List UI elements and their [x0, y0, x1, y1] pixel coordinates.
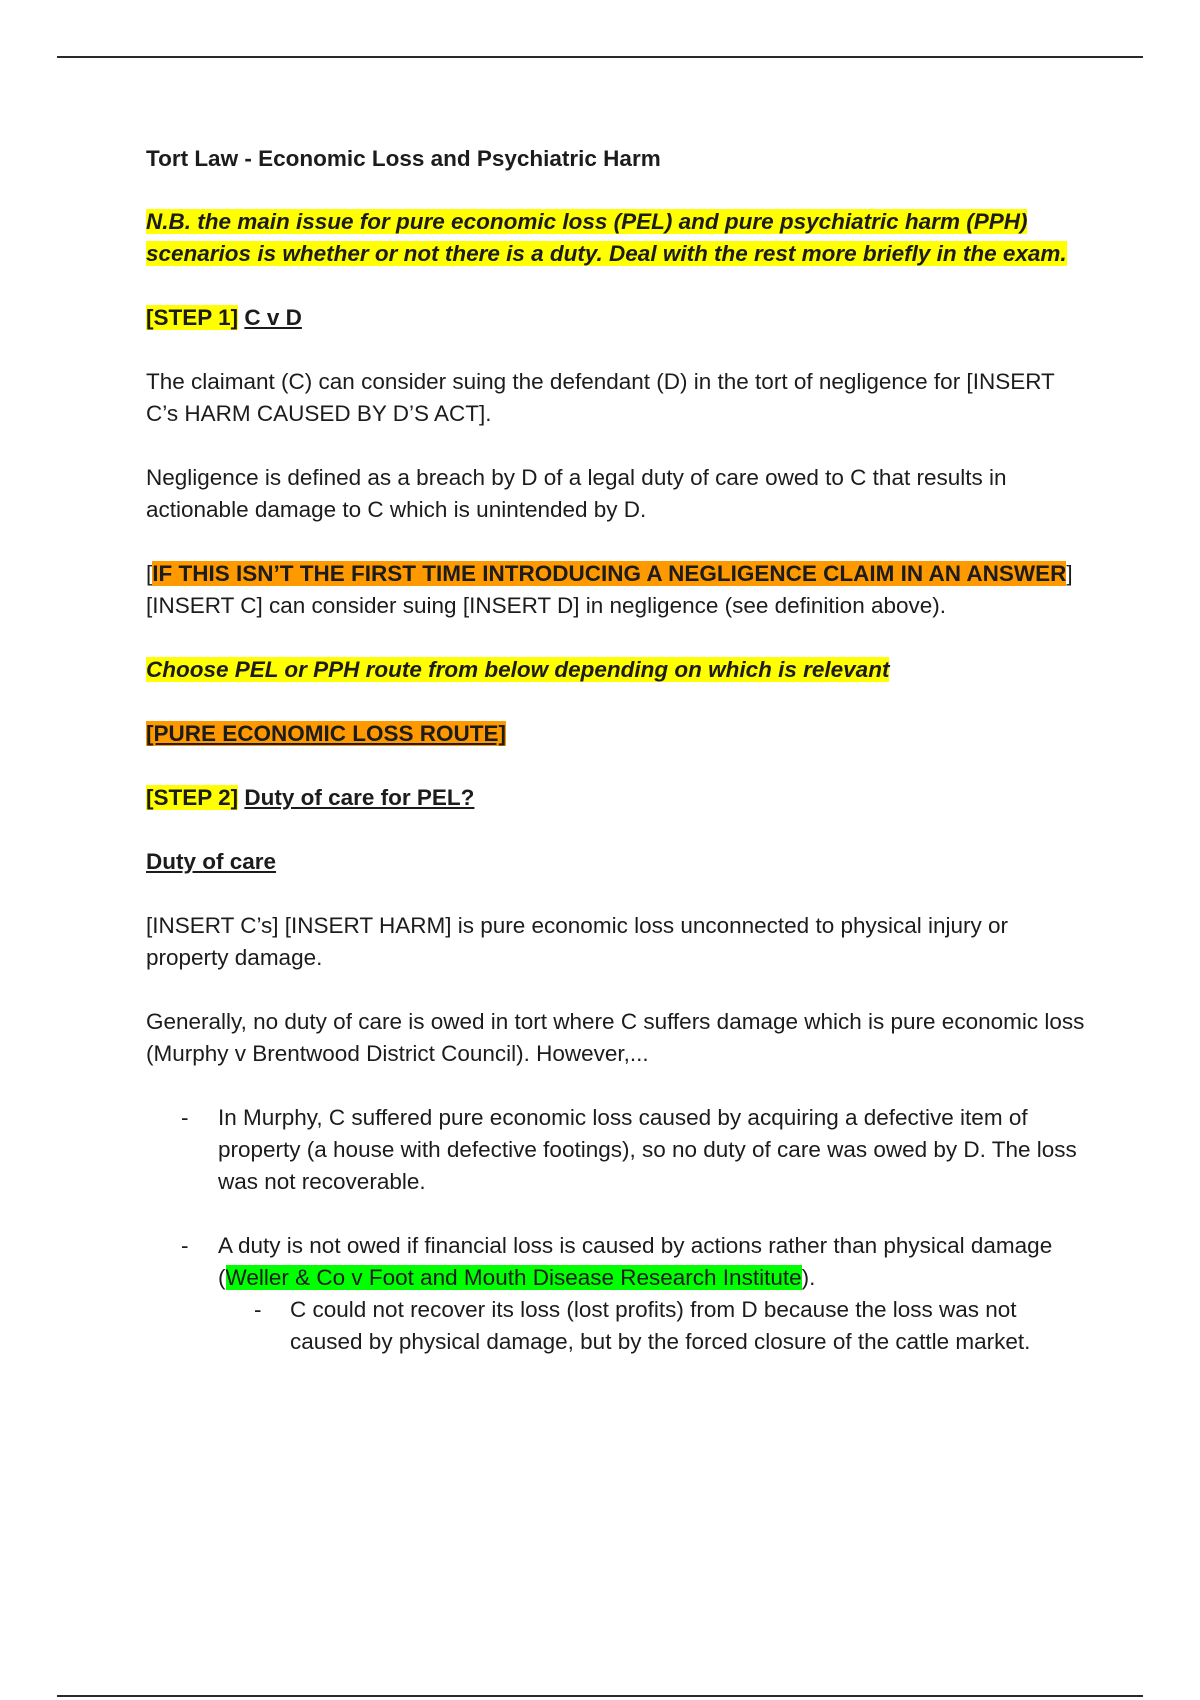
step1-heading [146, 302, 1086, 334]
generally-paragraph: Generally, no duty of care is owed in tort where C suffers damage which is pure economic loss (Murphy v Brentwood District Council). However,... [146, 1009, 1085, 1066]
claimant-paragraph: The claimant (C) can consider suing the defendant (D) in the tort of negligence for [INSERT C’s HARM CAUSED BY D’S ACT]. [146, 369, 1055, 426]
repeat-claim-paragraph [146, 558, 1086, 622]
choose-route-text: Choose PEL or PPH route from below depending on which is relevant [146, 657, 890, 682]
document-body [146, 143, 1086, 1358]
bullet-weller-post: ). [801, 1265, 816, 1290]
repeat-rest: ] [INSERT C] can consider suing [INSERT D] in negligence (see definition above). [146, 561, 1073, 618]
pel-route-heading [146, 718, 1086, 750]
top-rule [57, 56, 1143, 58]
sub-bullet-weller [146, 1294, 1086, 1358]
weller-case-name: Weller & Co v Foot and Mouth Disease Research Institute [225, 1265, 802, 1290]
duty-of-care-heading: Duty of care [146, 849, 277, 874]
bottom-rule [57, 1695, 1143, 1697]
negligence-definition: Negligence is defined as a breach by D of a legal duty of care owed to C that results in actionable damage to C which is unintended by D. [146, 465, 1007, 522]
bullet-weller [146, 1230, 1086, 1294]
bullet-murphy [146, 1102, 1086, 1198]
step2-tag: [STEP 2] [146, 785, 239, 810]
nb-note-text: N.B. the main issue for pure economic loss (PEL) and pure psychiatric harm (PPH) scenarios is whether or not there is a duty. Deal with the rest more briefly in the exam. [146, 209, 1067, 266]
bullet-dash: - [181, 1105, 189, 1130]
repeat-flag: IF THIS ISN’T THE FIRST TIME INTRODUCING A NEGLIGENCE CLAIM IN AN ANSWER [152, 561, 1067, 586]
bullet-dash: - [181, 1233, 189, 1258]
sub-bullet-weller-text: C could not recover its loss (lost profits) from D because the loss was not caused by physical damage, but by the forced closure of the cattle market. [290, 1297, 1031, 1354]
step1-title: C v D [244, 305, 302, 330]
bullet-weller-pre: A duty is not owed if financial loss is caused by actions rather than physical damage ( [218, 1233, 1053, 1290]
step1-tag: [STEP 1] [146, 305, 239, 330]
insert-harm-paragraph: [INSERT C’s] [INSERT HARM] is pure economic loss unconnected to physical injury or property damage. [146, 913, 1009, 970]
step2-heading [146, 782, 1086, 814]
step2-title: Duty of care for PEL? [244, 785, 475, 810]
repeat-open-bracket: [ [146, 561, 153, 586]
sub-bullet-dash: - [254, 1297, 262, 1322]
nb-note [146, 206, 1086, 270]
document-title: Tort Law - Economic Loss and Psychiatric Harm [146, 146, 661, 171]
bullet-murphy-text: In Murphy, C suffered pure economic loss caused by acquiring a defective item of property (a house with defective footings), so no duty of care was owed by D. The loss was not recoverable. [218, 1105, 1077, 1194]
pel-route-label: [PURE ECONOMIC LOSS ROUTE] [146, 721, 507, 746]
choose-route-note [146, 654, 1086, 686]
